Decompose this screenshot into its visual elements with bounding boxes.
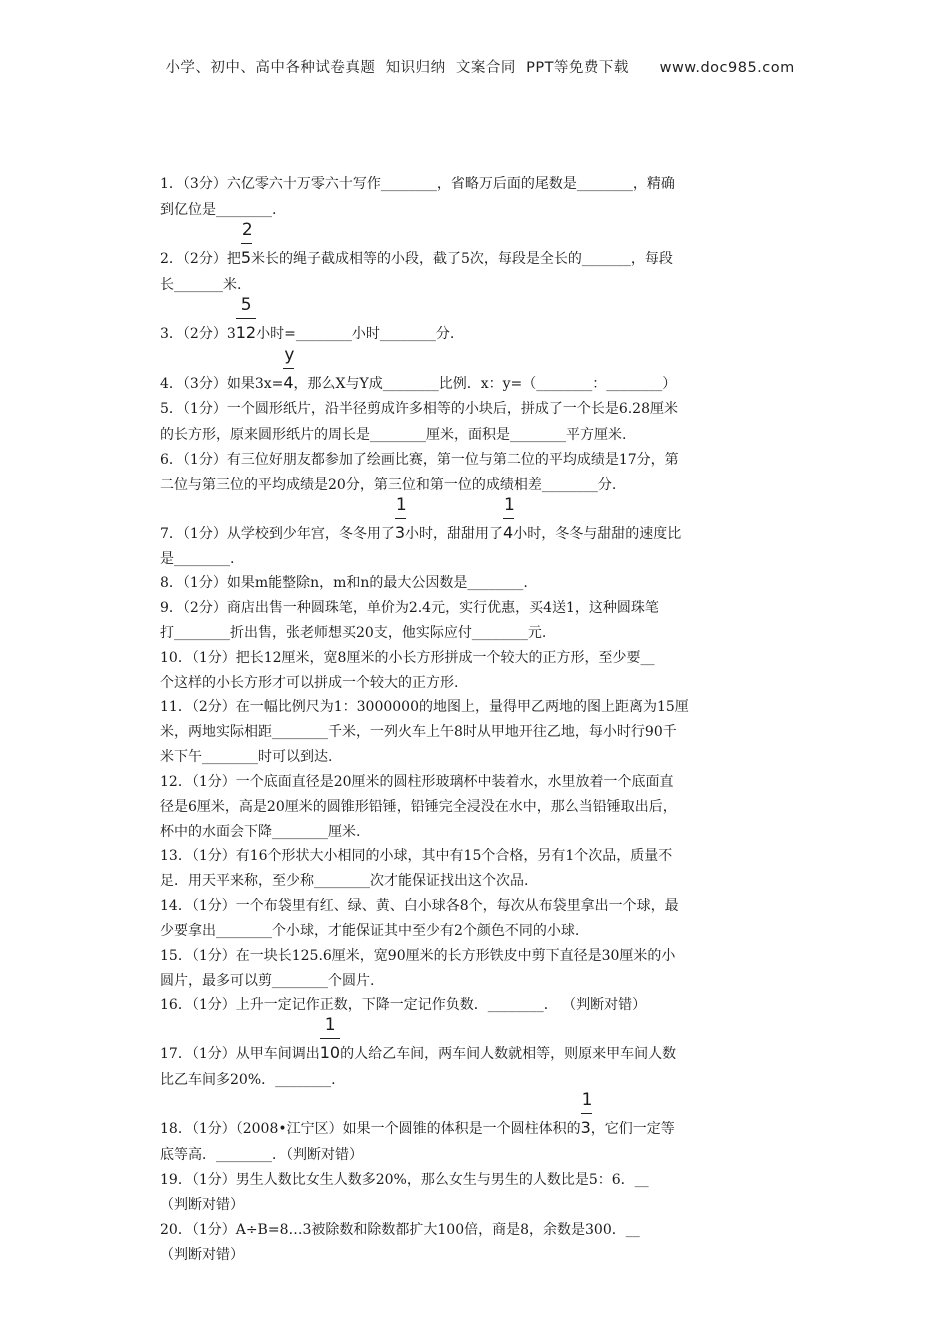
question-15-line-2: 圆片，最多可以剪________个圆片.	[160, 973, 375, 989]
question-7-prefix: 7．（1分）从学校到少年宫，冬冬用了	[160, 526, 395, 542]
fraction-numerator: 1	[324, 1015, 336, 1035]
question-2-prefix: 2．（2分）把	[160, 251, 241, 267]
fraction-5-12	[235, 295, 257, 344]
question-12-line-2: 径是6厘米，高是20厘米的圆锥形铅锤，铅锤完全浸没在水中，那么当铅锤取出后，	[160, 799, 677, 815]
question-8-line-1: 8．（1分）如果m能整除n，m和n的最大公因数是________.	[160, 575, 528, 591]
fraction-numerator: 2	[241, 220, 253, 240]
question-6-line-1: 6．（1分）有三位好朋友都参加了绘画比赛，第一位与第二位的平均成绩是17分，第	[160, 452, 679, 468]
question-17-prefix: 17．（1分）从甲车间调出	[160, 1046, 320, 1062]
question-18-line-1	[160, 1090, 675, 1139]
fraction-2-5	[240, 220, 253, 269]
question-17-text: 的人给乙车间，两车间人数就相等，则原来甲车间人数	[340, 1046, 677, 1062]
fraction-bar	[236, 318, 256, 319]
question-10-line-1: 10．（1分）把长12厘米，宽8厘米的小长方形拼成一个较大的正方形，至少要__	[160, 650, 655, 666]
question-6-line-2: 二位与第三位的平均成绩是20分，第三位和第一位的成绩相差________分.	[160, 477, 617, 493]
question-1-line-2: 到亿位是________.	[160, 202, 277, 218]
question-7-middle: 小时，甜甜用了	[405, 526, 504, 542]
fraction-numerator: 1	[581, 1090, 593, 1110]
header-site: www.doc985.com	[659, 60, 795, 76]
question-10-line-2: 个这样的小长方形才可以拼成一个较大的正方形.	[160, 675, 459, 691]
question-14-line-2: 少要拿出________个小球，才能保证其中至少有2个颜色不同的小球.	[160, 923, 580, 939]
question-19-line-1: 19．（1分）男生人数比女生人数多20%，那么女生与男生的人数比是5：6．__	[160, 1172, 649, 1188]
question-11-line-1: 11．（2分）在一幅比例尺为1：3000000的地图上，量得甲乙两地的图上距离为15厘	[160, 699, 689, 715]
question-11-line-3: 米下午________时可以到达.	[160, 749, 333, 765]
fraction-bar	[581, 1113, 592, 1114]
question-4-line-1	[160, 345, 677, 394]
fraction-denominator: 4	[283, 373, 294, 392]
question-2-line-2: 长_______米.	[160, 277, 242, 293]
question-11-line-2: 米，两地实际相距________千米，一列火车上午8时从甲地开往乙地，每小时行90千	[160, 724, 677, 740]
question-17-line-1	[160, 1015, 677, 1064]
question-7-text: 小时，冬冬与甜甜的速度比	[513, 526, 682, 542]
question-12-line-1: 12．（1分）一个底面直径是20厘米的圆柱形玻璃杯中装着水，水里放着一个底面直	[160, 774, 674, 790]
question-5-line-1: 5．（1分）一个圆形纸片，沿半径剪成许多相等的小块后，拼成了一个长是6.28厘米	[160, 401, 678, 417]
fraction-denominator: 3	[394, 523, 406, 542]
fraction-1-10	[319, 1015, 341, 1064]
question-18-text: ，它们一定等	[590, 1121, 675, 1137]
fraction-numerator: 5	[240, 295, 252, 315]
question-9-line-1: 9．（2分）商店出售一种圆珠笔，单价为2.4元，实行优惠，买4送1，这种圆珠笔	[160, 600, 659, 616]
question-20-line-2: （判断对错）	[160, 1247, 244, 1263]
fraction-numerator: y	[284, 345, 295, 365]
question-13-line-2: 足．用天平来称，至少称________次才能保证找出这个次品.	[160, 873, 529, 889]
question-2-line-1	[160, 220, 673, 269]
fraction-denominator: 10	[319, 1043, 341, 1062]
question-1-line-1: 1．（3分）六亿零六十万零六十写作________，省略万后面的尾数是________，精确	[160, 176, 675, 192]
question-20-line-1: 20．（1分）A÷B=8…3被除数和除数都扩大100倍，商是8，余数是300．__	[160, 1222, 640, 1238]
question-4-text: ，那么X与Y成________比例．x：y=（________：________）	[293, 376, 677, 392]
fraction-1-4	[503, 495, 515, 544]
question-13-line-1: 13．（1分）有16个形状大小相同的小球，其中有15个合格，另有1个次品，质量不	[160, 848, 673, 864]
fraction-bar	[283, 368, 294, 369]
question-19-line-2: （判断对错）	[160, 1197, 244, 1213]
question-2-text: 米长的绳子截成相等的小段，截了5次，每段是全长的_______，每段	[251, 251, 673, 267]
question-14-line-1: 14．（1分）一个布袋里有红、绿、黄、白小球各8个，每次从布袋里拿出一个球，最	[160, 898, 679, 914]
page-header	[0, 40, 950, 77]
question-18-line-2: 底等高．________．（判断对错）	[160, 1147, 363, 1163]
question-15-line-1: 15．（1分）在一块长125.6厘米，宽90厘米的长方形铁皮中剪下直径是30厘米的小	[160, 948, 676, 964]
fraction-1-3-b	[580, 1090, 593, 1139]
fraction-1-3	[394, 495, 407, 544]
question-7-line-1	[160, 495, 682, 544]
question-7-line-2: 是________.	[160, 551, 235, 567]
fraction-denominator: 5	[240, 248, 252, 267]
question-12-line-3: 杯中的水面会下降________厘米.	[160, 824, 361, 840]
fraction-numerator: 1	[395, 495, 407, 515]
question-9-line-2: 打________折出售，张老师想买20支，他实际应付________元.	[160, 625, 547, 641]
fraction-bar	[395, 518, 406, 519]
fraction-bar	[503, 518, 514, 519]
fraction-denominator: 3	[580, 1118, 591, 1137]
fraction-denominator: 12	[235, 323, 257, 342]
question-16-line-1: 16．（1分）上升一定记作正数，下降一定记作负数．________． （判断对错）	[160, 997, 647, 1013]
fraction-bar	[241, 243, 252, 244]
question-18-prefix: 18．（1分）（2008•江宁区）如果一个圆锥的体积是一个圆柱体积的	[160, 1121, 581, 1137]
question-5-line-2: 的长方形，原来圆形纸片的周长是________厘米，面积是________平方厘米.	[160, 427, 627, 443]
question-17-line-2: 比乙车间多20%．________.	[160, 1072, 336, 1088]
fraction-denominator: 4	[503, 523, 514, 542]
fraction-numerator: 1	[504, 495, 515, 515]
question-3-text: 小时=________小时________分.	[256, 326, 455, 342]
fraction-bar	[320, 1038, 340, 1039]
question-3-line-1	[160, 295, 455, 344]
header-title: 小学、初中、高中各种试卷真题 知识归纳 文案合同 PPT等免费下载	[165, 60, 629, 76]
question-3-prefix: 3．（2分）3	[160, 326, 236, 342]
question-4-prefix: 4．（3分）如果3x=	[160, 376, 284, 392]
fraction-y-4	[283, 345, 295, 394]
